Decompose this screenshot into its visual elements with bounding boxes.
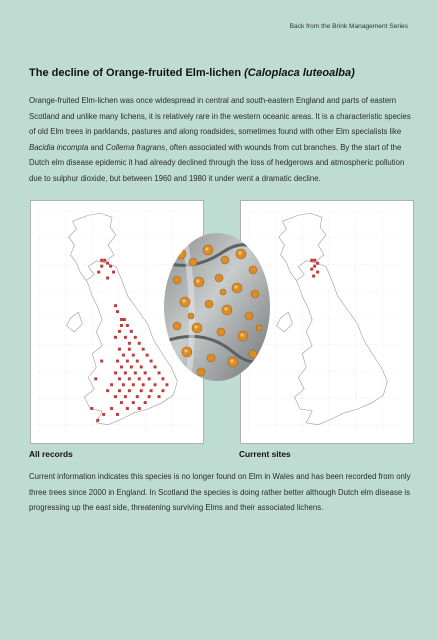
intro-text-2: and [88,142,106,152]
intro-text-1: Orange-fruited Elm-lichen was once widespread in central and south-eastern England and parts of eastern Scotland and unlike many lichens, it is relatively rare in the western oceanic areas. It is a characteristic species of old Elm trees in parklands, pastures and along roadsides, sometimes found with other Elm specialists like [29,96,411,137]
title-main: The decline of Orange-fruited Elm-lichen [29,67,245,79]
all-records-caption: All records [29,449,73,459]
record-squares [90,259,168,422]
species-collema: Collema fragrans [105,142,166,152]
species-bacidia: Bacidia incompta [29,142,89,152]
page-title [29,67,419,79]
britain-outline [277,213,388,425]
title-latin: (Caloplaca luteoalba) [244,67,355,79]
current-sites-caption: Current sites [239,449,291,459]
series-header: Back from the Brink Management Series [289,23,408,30]
current-site-squares [310,259,319,278]
lichen-photo [163,232,271,382]
intro-text-3: , often associated with wounds from cut branches. By the start of the Dutch elm disease epidemic it had already declined through the loss of hedgerows and atmospheric pollution due to sulphur dioxide, but between 1960 and 1980 it under went a dramatic decline. [29,142,405,183]
intro-paragraph [29,93,411,187]
map-grid [249,211,405,433]
current-info-paragraph: Current information indicates this species is no longer found on Elm in Wales and has been recorded from only three trees since 2000 in England. In Scotland the species is doing rather better although Dutch elm disease is progressing up the east side, threatening surviving Elms and their associated lichens. [29,472,411,513]
lichen-photo-svg [163,232,271,382]
